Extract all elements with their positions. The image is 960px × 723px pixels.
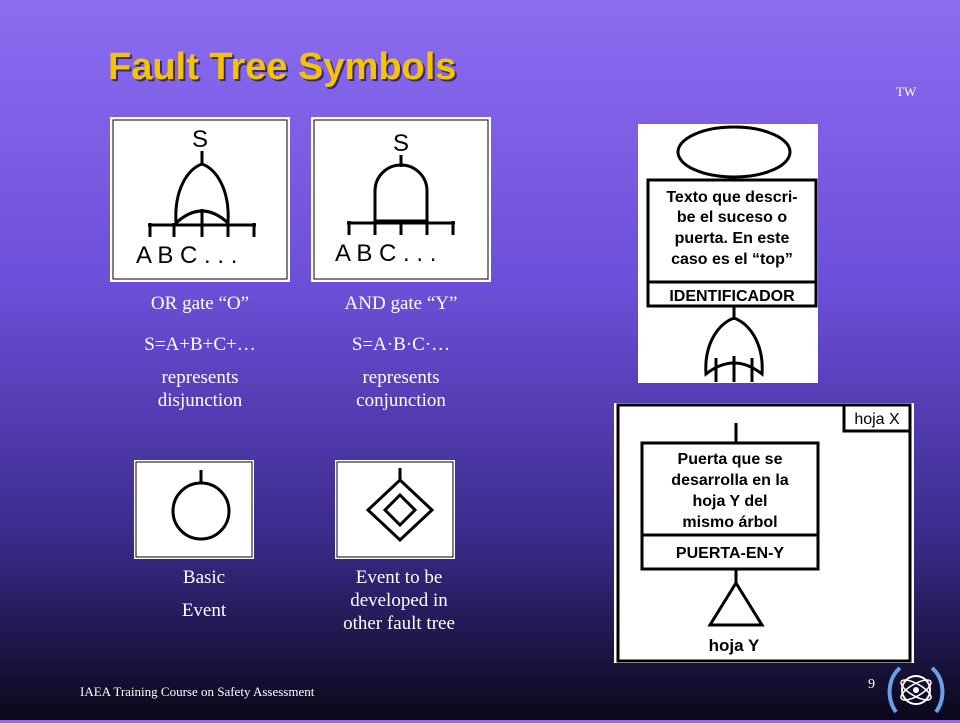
and-gate-panel [311, 117, 491, 282]
basic-event-caption-line2: Event [181, 600, 227, 621]
undeveloped-event-caption: Event to be developed in other fault tree [343, 567, 455, 634]
or-gate-caption [110, 292, 290, 412]
or-gate-formula: S=A+B+C+… [144, 334, 256, 355]
gate-template-text-line2: be el suceso o [676, 209, 788, 226]
corner-tag: TW [896, 84, 917, 99]
page-title: Fault Tree Symbols [108, 46, 457, 88]
or-gate-output-label: S [191, 126, 209, 153]
and-gate-description: represents conjunction [356, 367, 446, 411]
gate-template-diagram [638, 124, 818, 383]
and-gate-formula: S=A·B·C·… [351, 334, 451, 355]
gate-template-panel [638, 124, 818, 383]
page-number: 9 [868, 677, 875, 692]
or-gate-name: OR gate “O” [150, 293, 250, 314]
sheet-x-label: hoja X [854, 411, 900, 428]
basic-event-panel [134, 460, 254, 559]
sheet-y-label: hoja Y [708, 636, 760, 655]
and-gate-inputs-label: A B C . . . [335, 240, 437, 267]
iaea-logo-icon [886, 662, 946, 718]
undeveloped-event-symbol [335, 460, 455, 559]
transfer-text-line2: desarrolla en la [671, 472, 789, 489]
or-gate-inputs-label: A B C . . . [136, 242, 238, 269]
gate-template-text-line4: caso es el “top” [671, 251, 793, 268]
iaea-logo [886, 662, 946, 718]
transfer-identifier: PUERTA-EN-Y [675, 545, 785, 562]
and-gate-output-label: S [392, 130, 410, 157]
and-gate-symbol [311, 117, 491, 282]
transfer-gate-diagram [614, 403, 914, 663]
gate-template-text-line1: Texto que descri- [666, 189, 798, 206]
or-gate-panel [110, 117, 290, 282]
and-gate-name: AND gate “Y” [344, 293, 458, 314]
undeveloped-event-panel [335, 460, 455, 559]
transfer-gate-panel [614, 403, 914, 663]
or-gate-symbol [110, 117, 290, 282]
or-gate-description: represents disjunction [157, 367, 243, 411]
gate-template-text-line3: puerta. En este [674, 230, 790, 247]
footer-text: IAEA Training Course on Safety Assessment [80, 684, 315, 699]
basic-event-symbol [134, 460, 254, 559]
transfer-text-line1: Puerta que se [677, 451, 783, 468]
gate-template-identifier: IDENTIFICADOR [669, 288, 795, 305]
basic-event-caption-line1: Basic [182, 567, 226, 588]
transfer-text-line4: mismo árbol [682, 514, 778, 531]
basic-event-caption [134, 566, 274, 622]
and-gate-caption [311, 292, 491, 412]
transfer-text-line3: hoja Y del [692, 493, 768, 510]
